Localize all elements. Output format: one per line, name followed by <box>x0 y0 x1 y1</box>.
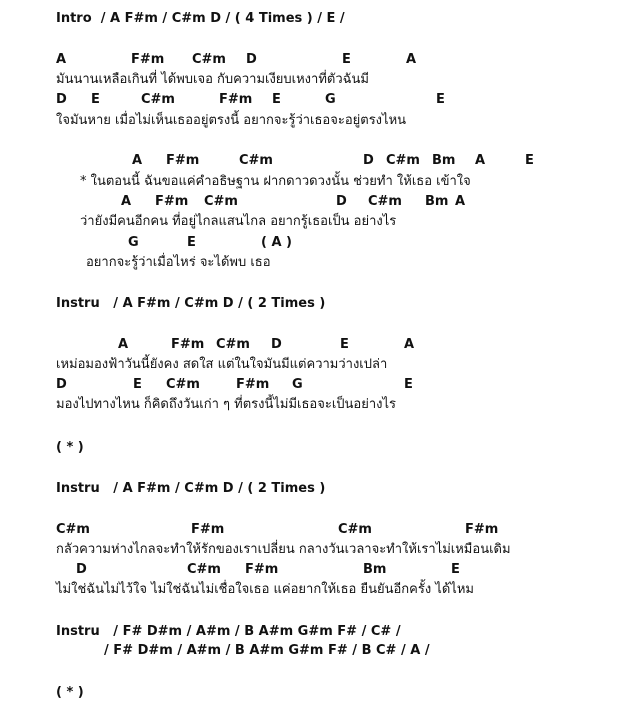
chord: A <box>406 52 417 67</box>
chord: A <box>455 194 466 209</box>
instru2-label: Instru <box>56 481 100 496</box>
chord: E <box>342 52 351 67</box>
chorus-lyric-1: * ในตอนนี้ ฉันขอแค่คำอธิษฐาน ฝากดาวดวงนั้น ช่วยทำ ให้เธอ เข้าใจ <box>80 174 471 189</box>
verse1-lyric-1: มันนานเหลือเกินที่ ได้พบเจอ กับความเงียบเหงาที่ตัวฉันมี <box>56 72 369 87</box>
chord: Bm <box>425 194 449 209</box>
chord: C#m <box>368 194 402 209</box>
chord: C#m <box>386 153 420 168</box>
chord: E <box>91 92 100 107</box>
intro-label: Intro <box>56 11 92 26</box>
chord: F#m <box>166 153 200 168</box>
chord: A <box>118 337 129 352</box>
chord: D <box>363 153 374 168</box>
chord: F#m <box>245 562 279 577</box>
chord: C#m <box>187 562 221 577</box>
chord: G <box>292 377 303 392</box>
chord: E <box>404 377 413 392</box>
verse1-lyric-2: ใจมันหาย เมื่อไม่เห็นเธออยู่ตรงนี้ อยากจะรู้ว่าเธอจะอยู่ตรงไหน <box>56 113 407 128</box>
chord: A <box>404 337 415 352</box>
chord: D <box>76 562 87 577</box>
chord: ( A ) <box>261 235 292 250</box>
bridge-lyric-1: กลัวความห่างไกลจะทำให้รักของเราเปลี่ยน กลางวันเวลาจะทำให้เราไม่เหมือนเดิม <box>56 542 511 557</box>
verse2-lyric-1: เหม่อมองฟ้าวันนี้ยังคง สดใส แต่ในใจมันมีแต่ความว่างเปล่า <box>56 357 388 372</box>
chord: E <box>451 562 460 577</box>
chorus-lyric-2: ว่ายังมีคนอีกคน ที่อยู่ไกลแสนไกล อยากรู้เธอเป็น อย่างไร <box>80 214 397 229</box>
instru3-line-1 <box>56 624 401 640</box>
chord: C#m <box>239 153 273 168</box>
chord: E <box>436 92 445 107</box>
verse2-lyric-2: มองไปทางไหน ก็คิดถึงวันเก่า ๆ ที่ตรงนี้ไม่มีเธอจะเป็นอย่างไร <box>56 397 396 412</box>
instru1-progression: / A F#m / C#m D / ( 2 Times ) <box>113 296 326 311</box>
chord: D <box>56 92 67 107</box>
intro-progression: / A F#m / C#m D / ( 4 Times ) / E / <box>100 11 345 26</box>
chord: Bm <box>363 562 387 577</box>
chord: F#m <box>131 52 165 67</box>
chord: C#m <box>56 522 90 537</box>
chord: D <box>246 52 257 67</box>
chord: F#m <box>155 194 189 209</box>
chord: E <box>133 377 142 392</box>
chord: A <box>56 52 67 67</box>
chord: G <box>128 235 139 250</box>
chord: D <box>271 337 282 352</box>
intro-line <box>56 11 345 27</box>
chord: G <box>325 92 336 107</box>
repeat-chorus-marker-1: ( * ) <box>56 440 84 455</box>
bridge-lyric-2: ไม่ใช่ฉันไม่ไว้ใจ ไม่ใช่ฉันไม่เชื่อใจเธอ แค่อยากให้เธอ ยืนยันอีกครั้ง ได้ไหม <box>56 582 474 597</box>
instru3-progression-1: / F# D#m / A#m / B A#m G#m F# / C# / <box>113 624 401 639</box>
chord: F#m <box>465 522 499 537</box>
chord: E <box>525 153 534 168</box>
instru1-label: Instru <box>56 296 100 311</box>
chord: F#m <box>191 522 225 537</box>
chord: C#m <box>192 52 226 67</box>
chord: F#m <box>171 337 205 352</box>
chord: D <box>336 194 347 209</box>
chord: Bm <box>432 153 456 168</box>
chord: F#m <box>236 377 270 392</box>
chord: F#m <box>219 92 253 107</box>
chord: C#m <box>216 337 250 352</box>
chord: C#m <box>166 377 200 392</box>
instru1-line <box>56 296 325 312</box>
instru3-progression-2: / F# D#m / A#m / B A#m G#m F# / B C# / A / <box>104 643 430 658</box>
chord: A <box>121 194 132 209</box>
chord: A <box>132 153 143 168</box>
chord: C#m <box>141 92 175 107</box>
chord: E <box>272 92 281 107</box>
chord: C#m <box>204 194 238 209</box>
instru3-label: Instru <box>56 624 100 639</box>
instru2-line <box>56 481 325 497</box>
chord: C#m <box>338 522 372 537</box>
repeat-chorus-marker-2: ( * ) <box>56 685 84 700</box>
chord: D <box>56 377 67 392</box>
chorus-lyric-3: อยากจะรู้ว่าเมื่อไหร่ จะได้พบ เธอ <box>86 255 271 270</box>
chord: E <box>187 235 196 250</box>
instru2-progression: / A F#m / C#m D / ( 2 Times ) <box>113 481 326 496</box>
chord: A <box>475 153 486 168</box>
chord: E <box>340 337 349 352</box>
